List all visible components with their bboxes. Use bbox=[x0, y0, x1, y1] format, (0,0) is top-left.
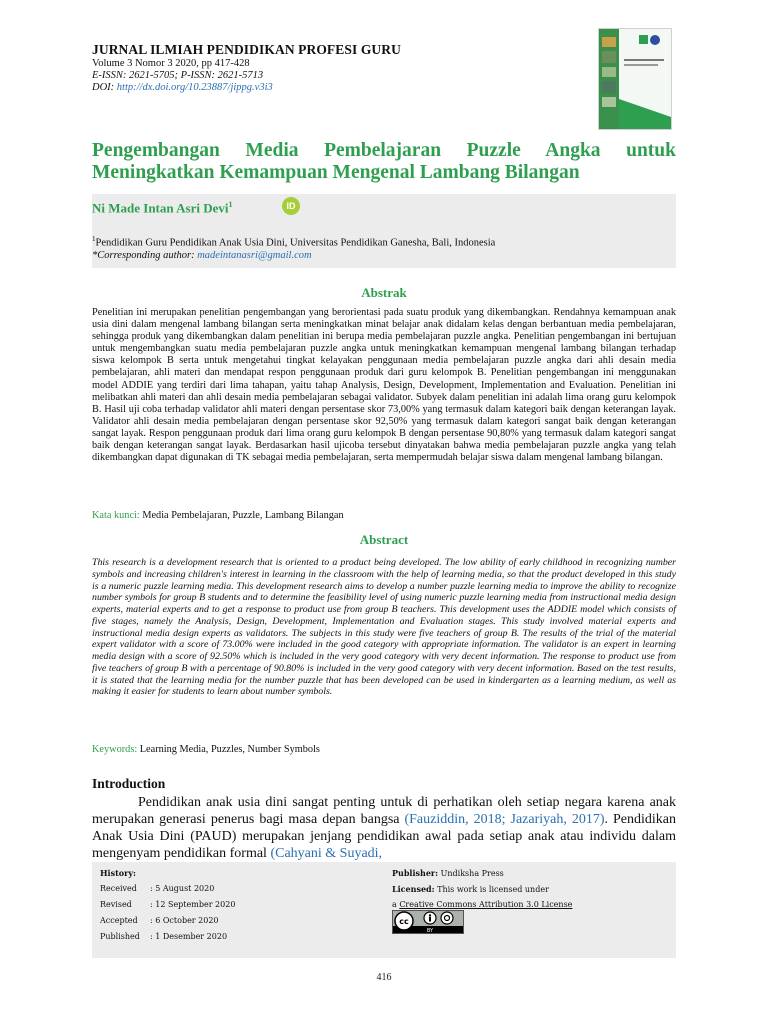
published-label: Published bbox=[100, 932, 140, 941]
publisher bbox=[392, 868, 504, 878]
journal-cover-thumbnail bbox=[598, 28, 672, 130]
keywords-text: Learning Media, Puzzles, Number Symbols bbox=[137, 744, 320, 755]
affiliation-text: Pendidikan Guru Pendidikan Anak Usia Dini, Universitas Pendidikan Ganesha, Bali, Indonesia bbox=[95, 237, 496, 249]
kata-kunci-text: Media Pembelajaran, Puzzle, Lambang Bilangan bbox=[139, 510, 344, 521]
article-title: Pengembangan Media Pembelajaran Puzzle Angka untuk Meningkatkan Kemampuan Mengenal Lambang Bilangan bbox=[92, 140, 676, 183]
author-name-text: Ni Made Intan Asri Devi bbox=[92, 200, 229, 216]
doi-label: DOI: bbox=[92, 82, 115, 93]
introduction-heading: Introduction bbox=[92, 776, 166, 791]
abstract-body: This research is a development research that is oriented to a product being developed. The low ability of early childhood in recognizing number symbols and increasing children's interest in learning in the classroom with the help of learning media, so that the product developed in this study is a numeric puzzle learning media. This development research aims to develop a number puzzle learning media to improve the ability to recognize number symbols for group B students and to determine the feasibility level of using numeric puzzle learning media from instructional media design experts, material experts and to get a response to product use from group B teachers. This development uses the ADDIE model which consists of five stages, namely the Analysis, Design, Development, Implementation and Evaluation stages. This study involved material experts and instructional media design experts as validators. The subjects in this study were five teachers of group B. The results of the trial of the material expert validator with a score of 73.00% were included in the good category with appropriate information. The validator is an expert in learning media design with a score of 92.50% which is included in the very good category with very decent information. The response to product use from five teachers of group B with a percentage of 90.80% is included in the very good category with very decent information. Based on the test results, it is stated that the learning media for the number puzzle that has been developed can be used in kindergarten as a learning medium, as well as making it easier for students to learn about number symbols. bbox=[92, 557, 676, 698]
license-line bbox=[392, 900, 572, 909]
license-link[interactable]: Creative Commons Attribution 3.0 License bbox=[399, 900, 573, 909]
publisher-name: Undiksha Press bbox=[438, 869, 504, 878]
kata-kunci-label: Kata kunci: bbox=[92, 510, 140, 521]
author-superscript: 1 bbox=[228, 200, 233, 209]
affiliation-superscript: 1 bbox=[92, 235, 96, 243]
intro-text-2: . Pendidikan Anak Usia Dini (PAUD) merupakan jenjang pendidikan awal pada setiap anak atau individu dalam mengenyam pendidikan formal bbox=[92, 812, 677, 861]
license-prefix: a bbox=[392, 900, 400, 909]
published-date: : 1 Desember 2020 bbox=[150, 932, 228, 941]
abstract-heading: Abstract bbox=[359, 532, 409, 547]
journal-title: JURNAL ILMIAH PENDIDIKAN PROFESI GURU bbox=[92, 42, 401, 57]
licensed bbox=[392, 884, 549, 894]
corresponding-email[interactable]: madeintanasri@gmail.com bbox=[197, 249, 312, 261]
journal-doi bbox=[92, 82, 273, 94]
cc-badge-text: cc bbox=[399, 917, 409, 926]
page-number: 416 bbox=[376, 972, 392, 983]
doi-link[interactable]: http://dx.doi.org/10.23887/jippg.v3i3 bbox=[116, 82, 273, 93]
publisher-label: Publisher: bbox=[392, 868, 439, 878]
received-label: Received bbox=[100, 884, 137, 893]
citation-fauziddin[interactable]: (Fauziddin, 2018; Jazariyah, 2017) bbox=[404, 812, 605, 827]
corresponding-label: *Corresponding author: bbox=[92, 249, 195, 261]
revised-label: Revised bbox=[100, 900, 132, 909]
received-date: : 5 August 2020 bbox=[150, 884, 215, 893]
orcid-icon[interactable]: ID bbox=[282, 197, 300, 215]
author-affiliation bbox=[92, 233, 495, 262]
licensed-text: This work is licensed under bbox=[434, 885, 549, 894]
journal-volume: Volume 3 Nomor 3 2020, pp 417-428 bbox=[92, 58, 250, 69]
citation-cahyani[interactable]: (Cahyani & Suyadi, bbox=[270, 846, 383, 861]
abstrak-body: Penelitian ini merupakan penelitian pengembangan yang berorientasi pada suatu produk yang dikembangkan. Rendahnya kemampuan anak usia dini dalam mengenal lambang bilangan serta meningkatkan minat belajar anak didalam kelas dengan berbantuan media pembelajaran, sehingga produk yang dikembangkan dalam penelitian ini berupa media pembelajaran puzzle angka. Penelitian pengembangan ini bertujuan untuk mengembangkan suatu media pembelajaran puzzle angka untuk meningkatkan kemampuan mengenal lambang bilangan terhadap siswa kelompok B serta untuk mengetahui tingkat kelayakan penggunaan media pembelajaran puzzle angka dari ahli desain media pembelajaran, ahli materi dan mendapat respon penggunaan produk dari guru kelompok B. Penelitian pengembangan ini menggunakan model ADDIE yang terdiri dari lima tahapan, yaitu tahap Analysis, Design, Development, Implementation and Evaluation. Penelitian ini melibatkan ahli materi dan ahli desain media pembelajaran sebagai validator. Subyek dalam penelitian ini adalah lima orang guru kelompok B. Hasil uji coba terhadap validator ahli materi dengan persentase skor 73,00% yang termasuk dalam kategori baik dengan keterangan layak. Validator ahli desain media pembelajaran dengan persentase skor 92,50% yang termasuk dalam kategori sangat baik dengan keterangan sangat layak. Respon penggunaan produk dari lima orang guru kelompok B dengan persentase 90,80% yang termasuk dalam kategori sangat baik dengan keterangan sangat layak. Berdasarkan hasil ujicoba tersebut dinyatakan bahwa media pembelajaran puzzle angka yang telah dikembangkan dapat digunakan di TK sebagai media pembelajaran, serta mempermudah belajar siswa dalam mengenal lambang bilangan. bbox=[92, 307, 676, 464]
introduction-body bbox=[92, 794, 676, 862]
cc-by-text: BY bbox=[426, 928, 434, 933]
article-history-box bbox=[92, 862, 676, 958]
author-name bbox=[92, 200, 233, 216]
accepted-date: : 6 October 2020 bbox=[150, 916, 219, 925]
kata-kunci bbox=[92, 510, 344, 521]
revised-date: : 12 September 2020 bbox=[150, 900, 236, 909]
cc-by-icon bbox=[393, 911, 463, 933]
intro-text-1: Pendidikan anak usia dini sangat penting untuk di perhatikan oleh setiap negara karena anak merupakan generasi penerus bagi masa depan bangsa bbox=[92, 795, 676, 827]
abstrak-heading: Abstrak bbox=[361, 285, 407, 300]
accepted-label: Accepted bbox=[100, 916, 138, 925]
journal-cover-art bbox=[599, 29, 671, 129]
journal-issn: E-ISSN: 2621-5705; P-ISSN: 2621-5713 bbox=[92, 70, 264, 81]
history-label: History: bbox=[100, 868, 136, 878]
keywords-label: Keywords: bbox=[92, 744, 138, 755]
licensed-label: Licensed: bbox=[392, 884, 435, 894]
keywords bbox=[92, 744, 320, 755]
cc-by-badge[interactable] bbox=[392, 910, 464, 934]
